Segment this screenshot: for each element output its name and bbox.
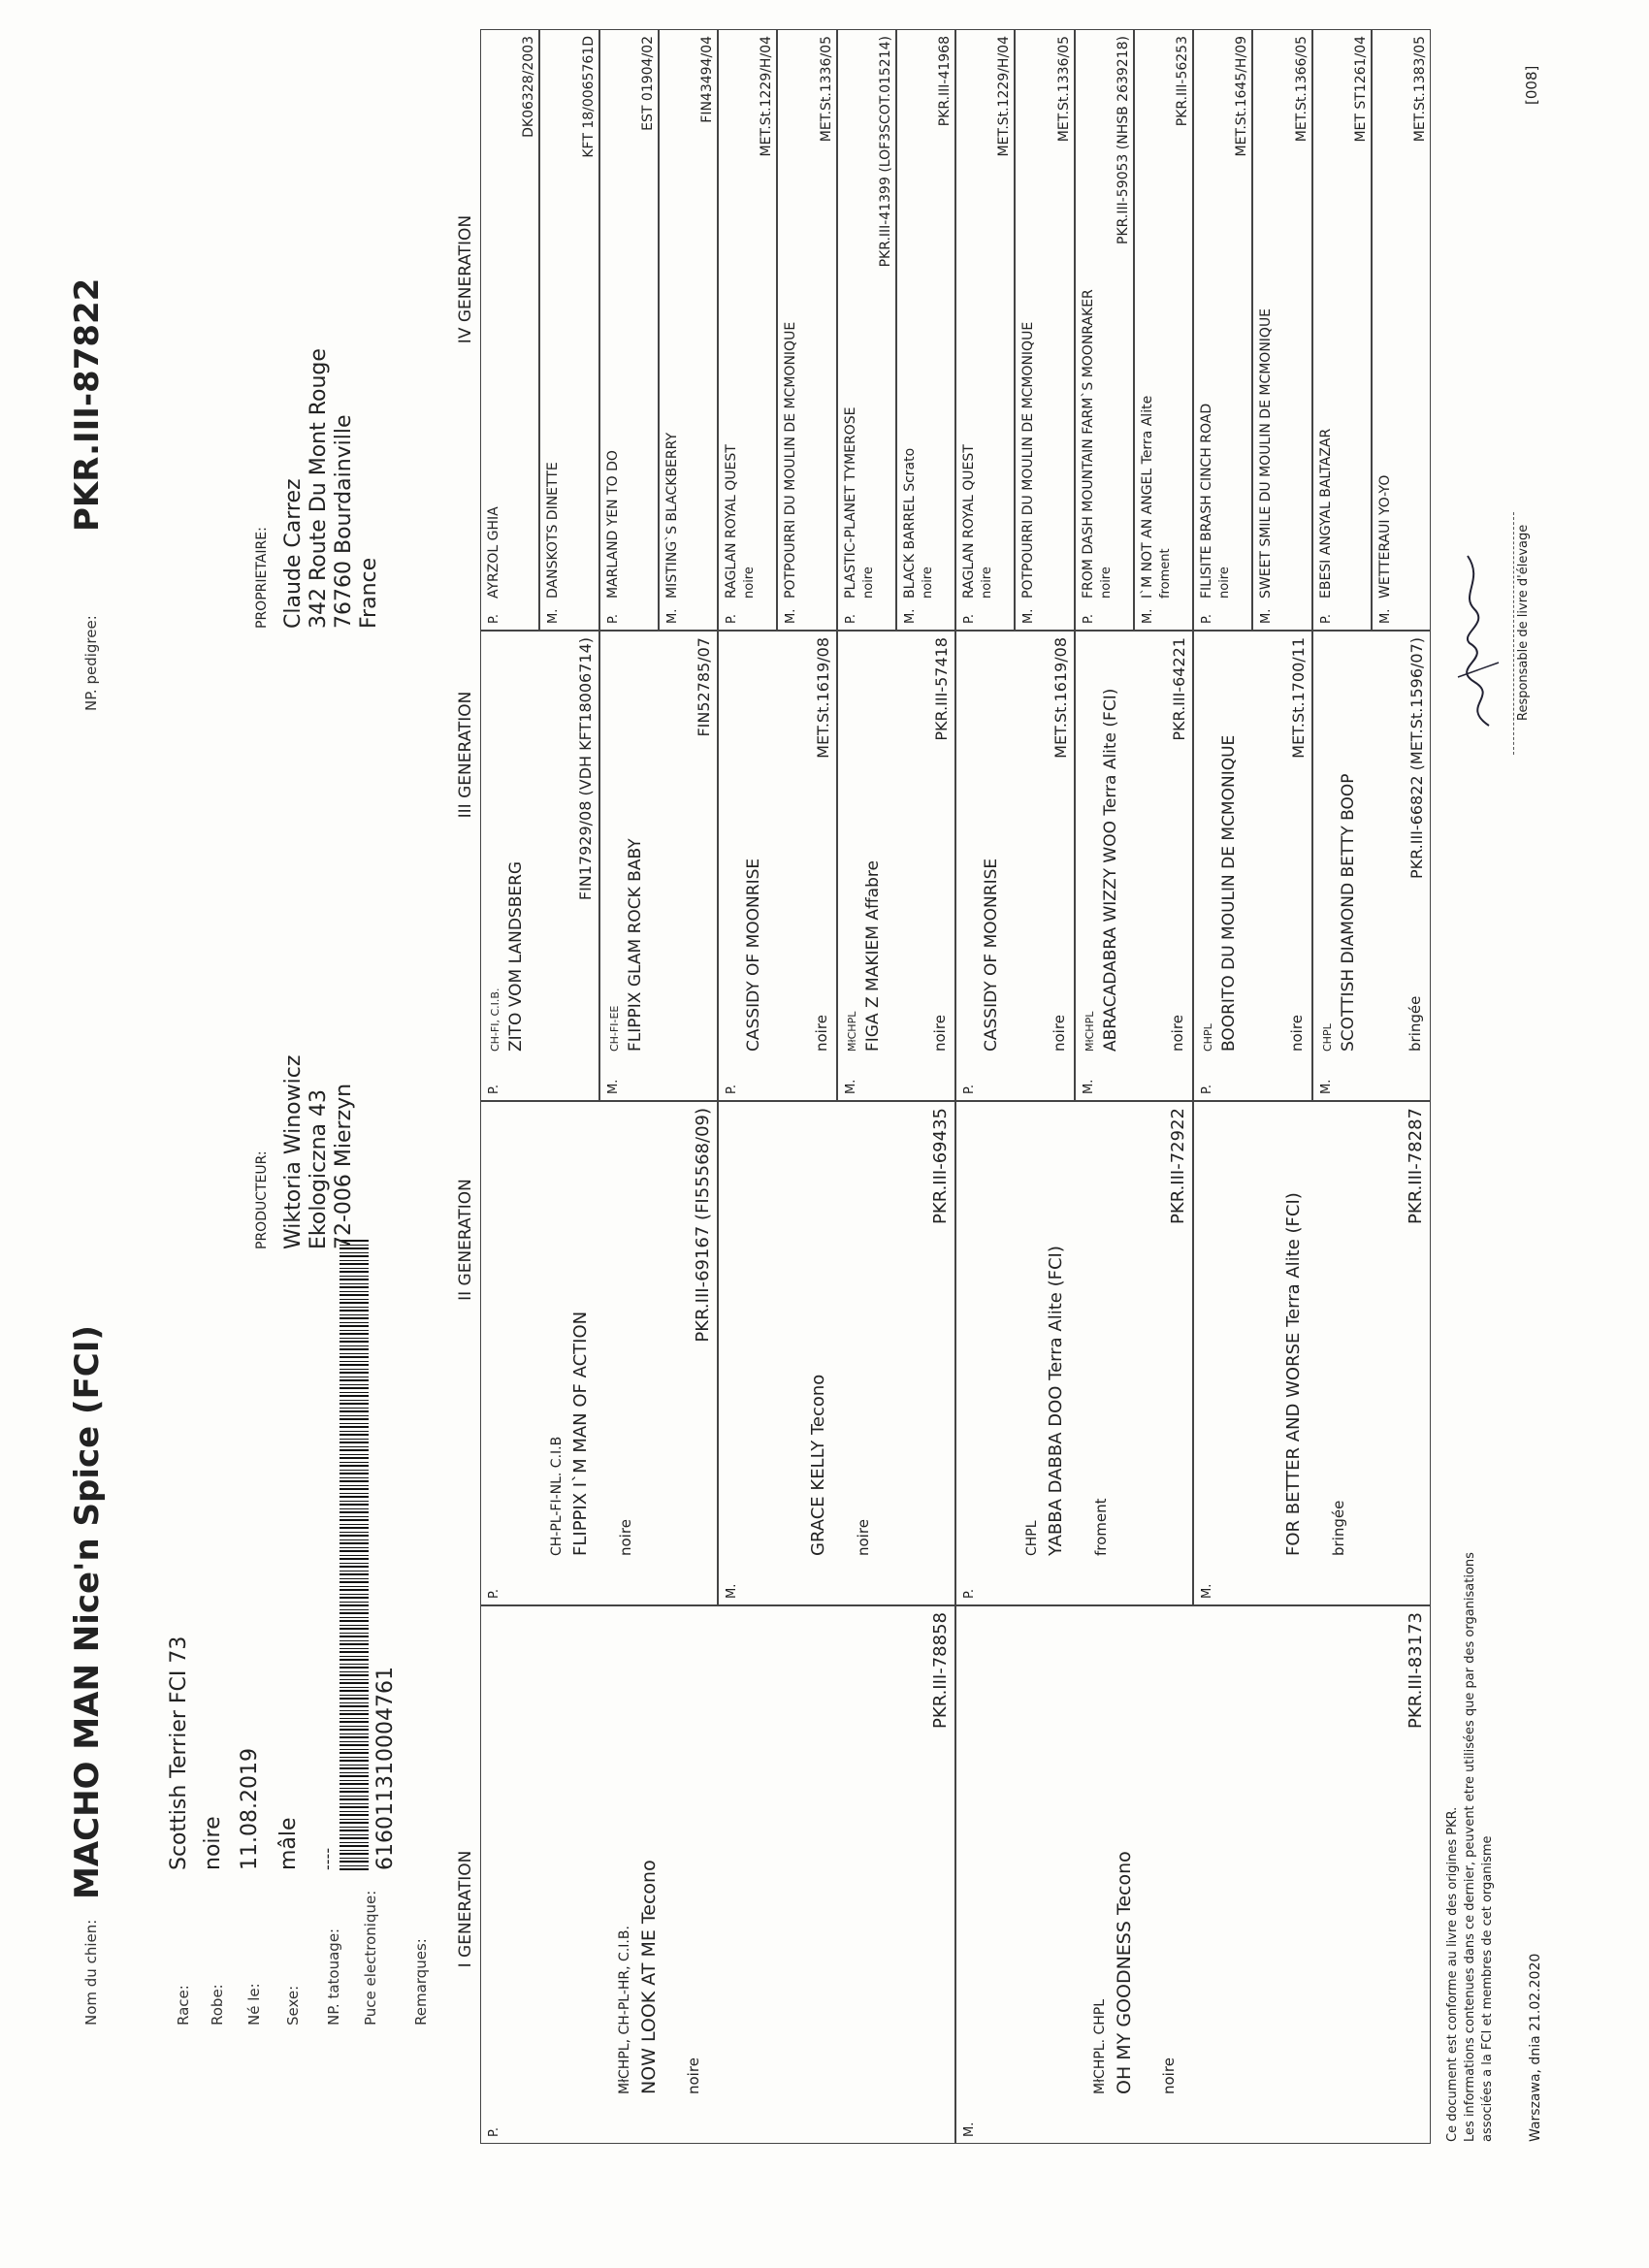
ancestor-titles: CHPL <box>1320 1023 1334 1052</box>
gen4-cell <box>1015 29 1074 631</box>
ancestor-titles: CH-FI-EE <box>607 1005 621 1052</box>
gen4-parent-mark: M. <box>1259 608 1275 624</box>
ancestor-registration: PKR.III-69435 <box>930 1108 951 1224</box>
breeder-street: Ekologiczna 43 <box>307 1088 331 1249</box>
gen1-cell <box>955 1605 1431 2144</box>
ancestor-registration: PKR.III-69167 (FI55568/09) <box>693 1108 713 1343</box>
ancestor-color: noire <box>860 567 876 599</box>
ancestor-name: DANSKOTS DINETTE <box>545 462 562 599</box>
gen4-cell <box>1075 29 1134 631</box>
ancestor-registration: PKR.III-57418 <box>932 637 951 741</box>
robe-value: noire <box>201 1816 225 1870</box>
ancestor-registration: MET.St.1383/05 <box>1412 36 1428 143</box>
pedigree-number-label: NP. pedigree: <box>82 615 100 711</box>
gen4-cell <box>1312 29 1372 631</box>
gen4-parent-mark: M. <box>1021 608 1037 624</box>
ancestor-registration: FIN17929/08 (VDH KFT18006714) <box>575 637 595 901</box>
ancestor-color: froment <box>1157 548 1173 599</box>
ancestor-color: noire <box>812 1015 830 1052</box>
ancestor-color: froment <box>1092 1498 1110 1556</box>
ancestor-name: FLIPPIX I`M MAN OF ACTION <box>570 1311 591 1556</box>
gen4-parent-mark: M. <box>546 608 562 624</box>
gen3-cell <box>1075 631 1194 1101</box>
ancestor-registration: PKR.III-78287 <box>1406 1108 1426 1224</box>
ancestor-name: CASSIDY OF MOONRISE <box>744 858 763 1052</box>
gen3-parent-mark: P. <box>1200 1085 1214 1094</box>
ancestor-registration: MET.St.1229/H/04 <box>996 36 1013 157</box>
gen4-parent-mark: P. <box>843 614 858 624</box>
ancestor-name: FOR BETTER AND WORSE Terra Alite (FCI) <box>1283 1192 1304 1556</box>
gen2-cell <box>480 1101 718 1605</box>
ancestor-titles: MłCHPL. CHPL <box>1092 1998 1108 2094</box>
ancestor-registration: KFT 18/0065761D <box>580 36 597 158</box>
page-code: [008] <box>1523 65 1540 105</box>
ancestor-color: bringée <box>1330 1500 1347 1556</box>
gen4-parent-mark: M. <box>664 608 680 624</box>
ancestor-color: noire <box>920 567 935 599</box>
ancestor-registration: PKR.III-59053 (NHSB 2639218) <box>1115 36 1131 244</box>
ancestor-name: NOW LOOK AT ME Tecono <box>638 1860 660 2094</box>
ancestor-name: CASSIDY OF MOONRISE <box>982 858 1001 1052</box>
sex-label: Sexe: <box>284 1985 302 2025</box>
ancestor-registration: MET.St.1366/05 <box>1293 36 1310 143</box>
footer-place-date: Warszawa, dnia 21.02.2020 <box>1528 1953 1543 2142</box>
gen4-cell <box>539 29 598 631</box>
gen2-cell <box>955 1101 1193 1605</box>
ancestor-name: MARLAND YEN TO DO <box>604 450 621 599</box>
gen4-cell <box>837 29 896 631</box>
gen3-parent-mark: M. <box>843 1079 858 1094</box>
ancestor-registration: MET.St.1336/05 <box>818 36 834 143</box>
ancestor-titles: CH-PL-FI-NL. C.I.B <box>549 1436 565 1556</box>
breeder-label: PRODUCTEUR: <box>254 1150 270 1249</box>
tattoo-value: ---- <box>318 1847 337 1870</box>
footer-note-1: Ce document est conforme au livre des origines PKR. <box>1445 1806 1460 2142</box>
gen3-cell <box>599 631 719 1101</box>
gen3-parent-mark: M. <box>605 1079 621 1094</box>
race-value: Scottish Terrier FCI 73 <box>167 1636 191 1870</box>
barcode-image <box>340 1240 369 1870</box>
gen4-cell <box>599 29 659 631</box>
ancestor-name: POTPOURRI DU MOULIN DE MCMONIQUE <box>783 321 799 599</box>
gen3-cell <box>837 631 956 1101</box>
ancestor-color: noire <box>742 567 757 599</box>
gen1-parent-mark: M. <box>962 2122 977 2137</box>
gen3-cell <box>1312 631 1432 1101</box>
gen3-cell <box>1193 631 1312 1101</box>
gen4-cell <box>659 29 718 631</box>
gen1-parent-mark: P. <box>487 2127 501 2137</box>
ancestor-color: bringée <box>1406 995 1424 1052</box>
ancestor-registration: DK06328/2003 <box>521 36 537 138</box>
ancestor-color: noire <box>1098 567 1114 599</box>
owner-label: PROPRIETAIRE: <box>254 527 270 629</box>
gen4-cell <box>1252 29 1311 631</box>
ancestor-color: noire <box>855 1519 872 1556</box>
ancestor-registration: PKR.III-72922 <box>1168 1108 1188 1224</box>
gen4-parent-mark: M. <box>1377 608 1393 624</box>
chip-value: 616011310004761 <box>373 1667 398 1870</box>
ancestor-name: OH MY GOODNESS Tecono <box>1114 1851 1135 2094</box>
gen2-parent-mark: M. <box>1200 1583 1214 1599</box>
gen3-cell <box>480 631 599 1101</box>
ancestor-name: I`M NOT AN ANGEL Terra Alite <box>1139 395 1155 599</box>
gen4-parent-mark: P. <box>1318 614 1334 624</box>
ancestor-color: noire <box>1050 1015 1068 1052</box>
owner-street: 342 Route Du Mont Rouge <box>307 348 331 629</box>
gen3-parent-mark: P. <box>725 1085 739 1094</box>
breeder-name: Wiktoria Winowicz <box>281 1054 306 1249</box>
ancestor-registration: PKR.III-56253 <box>1175 36 1190 127</box>
ancestor-name: FILISITE BRASH CINCH ROAD <box>1199 403 1214 599</box>
ancestor-name: POTPOURRI DU MOULIN DE MCMONIQUE <box>1020 321 1037 599</box>
ancestor-name: BLACK BARREL Scrato <box>901 447 918 599</box>
owner-name: Claude Carrez <box>281 478 306 629</box>
pedigree-table <box>480 29 1431 2144</box>
ancestor-color: noire <box>685 2057 702 2094</box>
gen2-parent-mark: M. <box>725 1583 739 1599</box>
gen4-cell <box>480 29 539 631</box>
ancestor-name: ZITO VOM LANDSBERG <box>506 860 526 1052</box>
ancestor-titles: CHPL <box>1024 1520 1040 1556</box>
gen4-parent-mark: P. <box>605 614 621 624</box>
ancestor-registration: MET.St.1336/05 <box>1055 36 1072 143</box>
ancestor-registration: MET ST1261/04 <box>1352 36 1369 143</box>
ancestor-name: SCOTTISH DIAMOND BETTY BOOP <box>1338 773 1358 1052</box>
ancestor-registration: FIN52785/07 <box>695 637 713 737</box>
gen2-cell <box>1193 1101 1431 1605</box>
gen2-cell <box>718 1101 955 1605</box>
ancestor-titles: CHPL <box>1202 1023 1214 1052</box>
ancestor-registration: MET.St.1229/H/04 <box>759 36 775 157</box>
born-value: 11.08.2019 <box>238 1748 262 1870</box>
gen4-parent-mark: P. <box>1081 614 1096 624</box>
ancestor-registration: PKR.III-66822 (MET.St.1596/07) <box>1407 637 1426 880</box>
gen4-cell <box>1372 29 1431 631</box>
tattoo-label: NP. tatouage: <box>325 1928 342 2025</box>
dog-name: MACHO MAN Nice'n Spice (FCI) <box>68 1325 107 1899</box>
remarks-label: Remarques: <box>412 1938 430 2025</box>
gen3-cell <box>718 631 837 1101</box>
ancestor-color: noire <box>931 1015 949 1052</box>
gen3-parent-mark: P. <box>487 1085 501 1094</box>
generation-4-heading: IV GENERATION <box>456 214 475 344</box>
ancestor-name: FIGA Z MAKIEM Affabre <box>862 860 883 1052</box>
ancestor-name: AYRZOL GHIA <box>486 506 501 599</box>
ancestor-name: EBESI ANGYAL BALTAZAR <box>1317 428 1334 599</box>
footer-note-2: Les informations contenues dans ce dernier, peuvent etre utilisées que par des organisations <box>1463 1552 1477 2142</box>
ancestor-color: noire <box>1160 2057 1178 2094</box>
ancestor-color: noire <box>1169 1015 1186 1052</box>
ancestor-registration: MET.St.1619/08 <box>813 637 832 759</box>
ancestor-name: RAGLAN ROYAL QUEST <box>724 444 739 599</box>
ancestor-name: GRACE KELLY Tecono <box>808 1374 828 1556</box>
gen4-cell <box>1193 29 1252 631</box>
ancestor-titles: CH-FI, C.I.B. <box>489 988 501 1052</box>
sex-value: mâle <box>276 1817 301 1870</box>
gen3-parent-mark: P. <box>962 1085 977 1094</box>
ancestor-registration: MET.St.1645/H/09 <box>1234 36 1250 157</box>
ancestor-name: FLIPPIX GLAM ROCK BABY <box>625 838 645 1052</box>
ancestor-titles: MłCHPL <box>1083 1011 1096 1052</box>
ancestor-registration: FIN43494/04 <box>699 36 715 123</box>
ancestor-name: FROM DASH MOUNTAIN FARM`S MOONRAKER <box>1080 289 1096 599</box>
gen4-cell <box>955 29 1015 631</box>
gen4-parent-mark: M. <box>902 608 918 624</box>
owner-country: France <box>357 557 381 629</box>
ancestor-name: BOORITO DU MOULIN DE MCMONIQUE <box>1219 734 1239 1052</box>
gen4-parent-mark: P. <box>487 614 501 624</box>
ancestor-registration: PKR.III-78858 <box>930 1612 951 1729</box>
ancestor-registration: MET.St.1619/08 <box>1051 637 1070 759</box>
generation-3-heading: III GENERATION <box>456 691 475 819</box>
gen4-cell <box>718 29 777 631</box>
pedigree-number: PKR.III-87822 <box>68 277 107 532</box>
gen4-cell <box>1134 29 1193 631</box>
ancestor-color: noire <box>1217 567 1232 599</box>
ancestor-name: ABRACADABRA WIZZY WOO Terra Alite (FCI) <box>1100 688 1120 1052</box>
responsible-label: Responsable de livre d'élevage <box>1516 524 1531 721</box>
born-label: Né le: <box>245 1983 263 2025</box>
gen1-cell <box>480 1605 955 2144</box>
gen4-parent-mark: P. <box>962 614 977 624</box>
ancestor-registration: MET.St.1700/11 <box>1288 637 1308 759</box>
signature-image <box>1450 541 1508 735</box>
robe-label: Robe: <box>209 1984 226 2025</box>
ancestor-name: MISTING`S BLACKBERRY <box>663 432 680 599</box>
dog-name-label: Nom du chien: <box>82 1919 100 2025</box>
gen3-parent-mark: M. <box>1081 1079 1096 1094</box>
gen4-cell <box>896 29 955 631</box>
ancestor-name: YABBA DABBA DOO Terra Alite (FCI) <box>1046 1246 1066 1556</box>
chip-label: Puce electronique: <box>362 1890 379 2025</box>
ancestor-name: WETTERAUI YO-YO <box>1376 474 1393 599</box>
ancestor-color: noire <box>980 567 994 599</box>
gen4-parent-mark: M. <box>784 608 799 624</box>
ancestor-color: noire <box>617 1519 634 1556</box>
owner-city: 76760 Bourdainville <box>332 414 356 629</box>
ancestor-name: PLASTIC-PLANET TYMEROSE <box>842 406 858 599</box>
ancestor-name: RAGLAN ROYAL QUEST <box>961 444 977 599</box>
generation-1-heading: I GENERATION <box>456 1850 475 1968</box>
gen4-parent-mark: P. <box>725 614 739 624</box>
ancestor-registration: PKR.III-83173 <box>1406 1612 1426 1729</box>
race-label: Race: <box>175 1985 192 2025</box>
ancestor-titles: MłCHPL, CH-PL-HR, C.I.B. <box>617 1926 632 2094</box>
gen2-parent-mark: P. <box>487 1589 501 1599</box>
ancestor-titles: MłCHPL <box>845 1011 858 1052</box>
ancestor-name: SWEET SMILE DU MOULIN DE MCMONIQUE <box>1258 308 1275 599</box>
gen4-parent-mark: M. <box>1140 608 1155 624</box>
gen4-parent-mark: P. <box>1200 614 1214 624</box>
gen2-parent-mark: P. <box>962 1589 977 1599</box>
generation-2-heading: II GENERATION <box>456 1179 475 1301</box>
ancestor-registration: PKR.III-64221 <box>1170 637 1188 741</box>
gen4-cell <box>777 29 836 631</box>
ancestor-registration: PKR.III-41968 <box>937 36 953 127</box>
ancestor-color: noire <box>1287 1015 1306 1052</box>
footer-note-3: associées a la FCI et membres de cet organisme <box>1480 1835 1495 2142</box>
ancestor-registration: EST 01904/02 <box>639 36 656 131</box>
breeder-city: 72-006 Mierzyn <box>332 1083 356 1249</box>
ancestor-registration: PKR.III-41399 (LOF3SCOT.015214) <box>877 36 893 268</box>
signature-line <box>1513 512 1514 755</box>
gen3-cell <box>955 631 1075 1101</box>
gen3-parent-mark: M. <box>1318 1079 1334 1094</box>
